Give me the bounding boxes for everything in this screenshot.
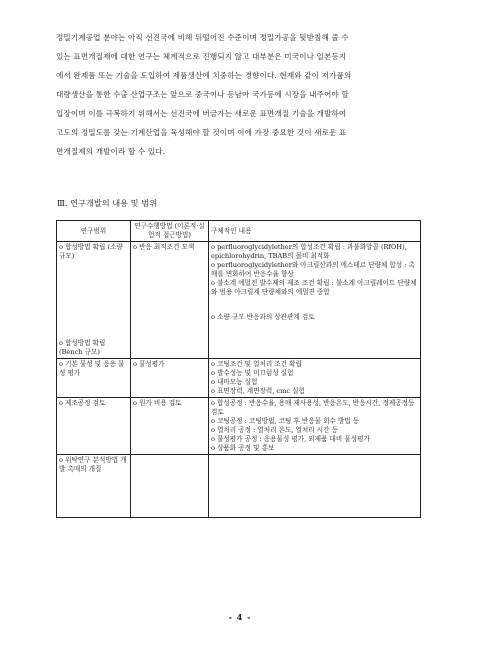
range-item: o 합성방법 확립 (Bench 규모): [59, 339, 106, 356]
method-item: o 반응 최적조건 모색: [133, 243, 195, 251]
content-item: o 발수성능 및 미끄럼성 실험: [211, 369, 294, 377]
content-item: o 열처리 공정 : 열처리 온도, 열처리 시간 등: [211, 426, 338, 434]
intro-line: 대량생산을 통한 수출 산업구조는 앞으로 중국이나 동남아 국가등에 시장을 내주어야 할: [56, 90, 349, 99]
range-item: o 기본 물성 및 응용 물성 평가: [59, 360, 125, 377]
section-title: Ⅲ. 연구개발의 내용 및 범위: [57, 198, 157, 208]
table-row: [57, 242, 421, 359]
method-item: o 물성평가: [133, 360, 165, 368]
range-cell: [57, 242, 131, 359]
intro-line: 정밀기계공업 분야는 아직 선진국에 비해 뒤떨어진 수준이며 정밀가공을 뒷받침해 줄 수: [56, 33, 349, 42]
content-item: o 표면장력, 계면장력, cmc 실험: [211, 387, 305, 395]
table-row: [57, 359, 421, 398]
range-item: o 위탁연구 분석방법 개발 촉매의 개질: [59, 456, 127, 473]
method-cell: [131, 359, 209, 398]
range-item: o 제조공정 검토: [59, 399, 106, 407]
research-scope-table: [56, 220, 421, 518]
content-cell: [209, 455, 421, 518]
range-cell: [57, 359, 131, 398]
table-row: [57, 398, 421, 455]
range-cell: [57, 398, 131, 455]
intro-line: 있는 표면개질제에 대한 연구는 체계적으로 진행되지 않고 대부분은 미국이나 일본등지: [56, 52, 347, 61]
table-row: [57, 455, 421, 518]
content-cell: [209, 242, 421, 359]
range-cell: [57, 455, 131, 518]
intro-line: 고도의 정밀도를 갖는 기계산업을 육성해야 할 것이며 이에 가장 중요한 것이 새로운 표: [56, 128, 347, 137]
method-cell: [131, 398, 209, 455]
content-item: o 내마모능 실험: [211, 378, 258, 386]
content-item: o 물성평가 공정 : 응용물성 평가, 외제품 대비 물성평가: [211, 435, 370, 443]
intro-line: 에서 완제품 또는 기술을 도입하여 제품생산에 치중하는 경향이다. 현재와 같이 저가품의: [56, 71, 352, 80]
content-cell: [209, 359, 421, 398]
range-item: o 합성방법 확립 (소량 규모): [59, 243, 123, 260]
content-item: o 코팅공정 : 코팅방법, 코팅 후 반응물 회수 방법 등: [211, 417, 360, 425]
method-cell: [131, 242, 209, 359]
content-item: o 합성공정 : 반응수율, 용매 재사용성, 반응온도, 반응시간, 정제공정등 검토: [211, 399, 415, 416]
content-item: o 코팅조건 및 열처리 조건 확립: [211, 360, 302, 368]
content-item: o 소량 규모 반응과의 상관관계 검토: [211, 313, 315, 321]
content-item: o 불소계 에멀전 발수제의 제조 조건 확립 : 불소계 아크릴레이트 단량체와 범용 아크릴계 단량체와의 에멀젼 중합: [211, 279, 417, 296]
header-method: 연구수행방법 (이론적·실험적 접근방법): [131, 221, 209, 242]
content-item: o perfluoroglycidylether의 합성조건 확립 : 과불화알콜 (RfOH), epichlorohydrin, TBAB의 몰비 최적화: [211, 243, 407, 260]
content-item: o perfluoroglycidylether와 아크릴산과의 에스테르 단량체 합성 : 촉매를 변화하여 반응수율 향상: [211, 261, 415, 278]
content-cell: [209, 398, 421, 455]
content-item: o 상품화 공정 및 홍보: [211, 444, 275, 452]
intro-paragraph: [56, 28, 436, 161]
intro-line: 면개질제의 개발이라 할 수 있다.: [56, 147, 166, 156]
header-range: 연구범위: [57, 221, 131, 242]
method-cell: [131, 455, 209, 518]
page-number: - 4 -: [228, 612, 252, 622]
intro-line: 입장이며 이를 극복하기 위해서는 선진국에 버금가는 새로운 표면개질 기술을 개발하여: [56, 109, 347, 118]
header-content: 구체적인 내용: [209, 221, 421, 242]
table-header-row: [57, 221, 421, 242]
method-item: o 원가 비용 검토: [133, 399, 182, 407]
